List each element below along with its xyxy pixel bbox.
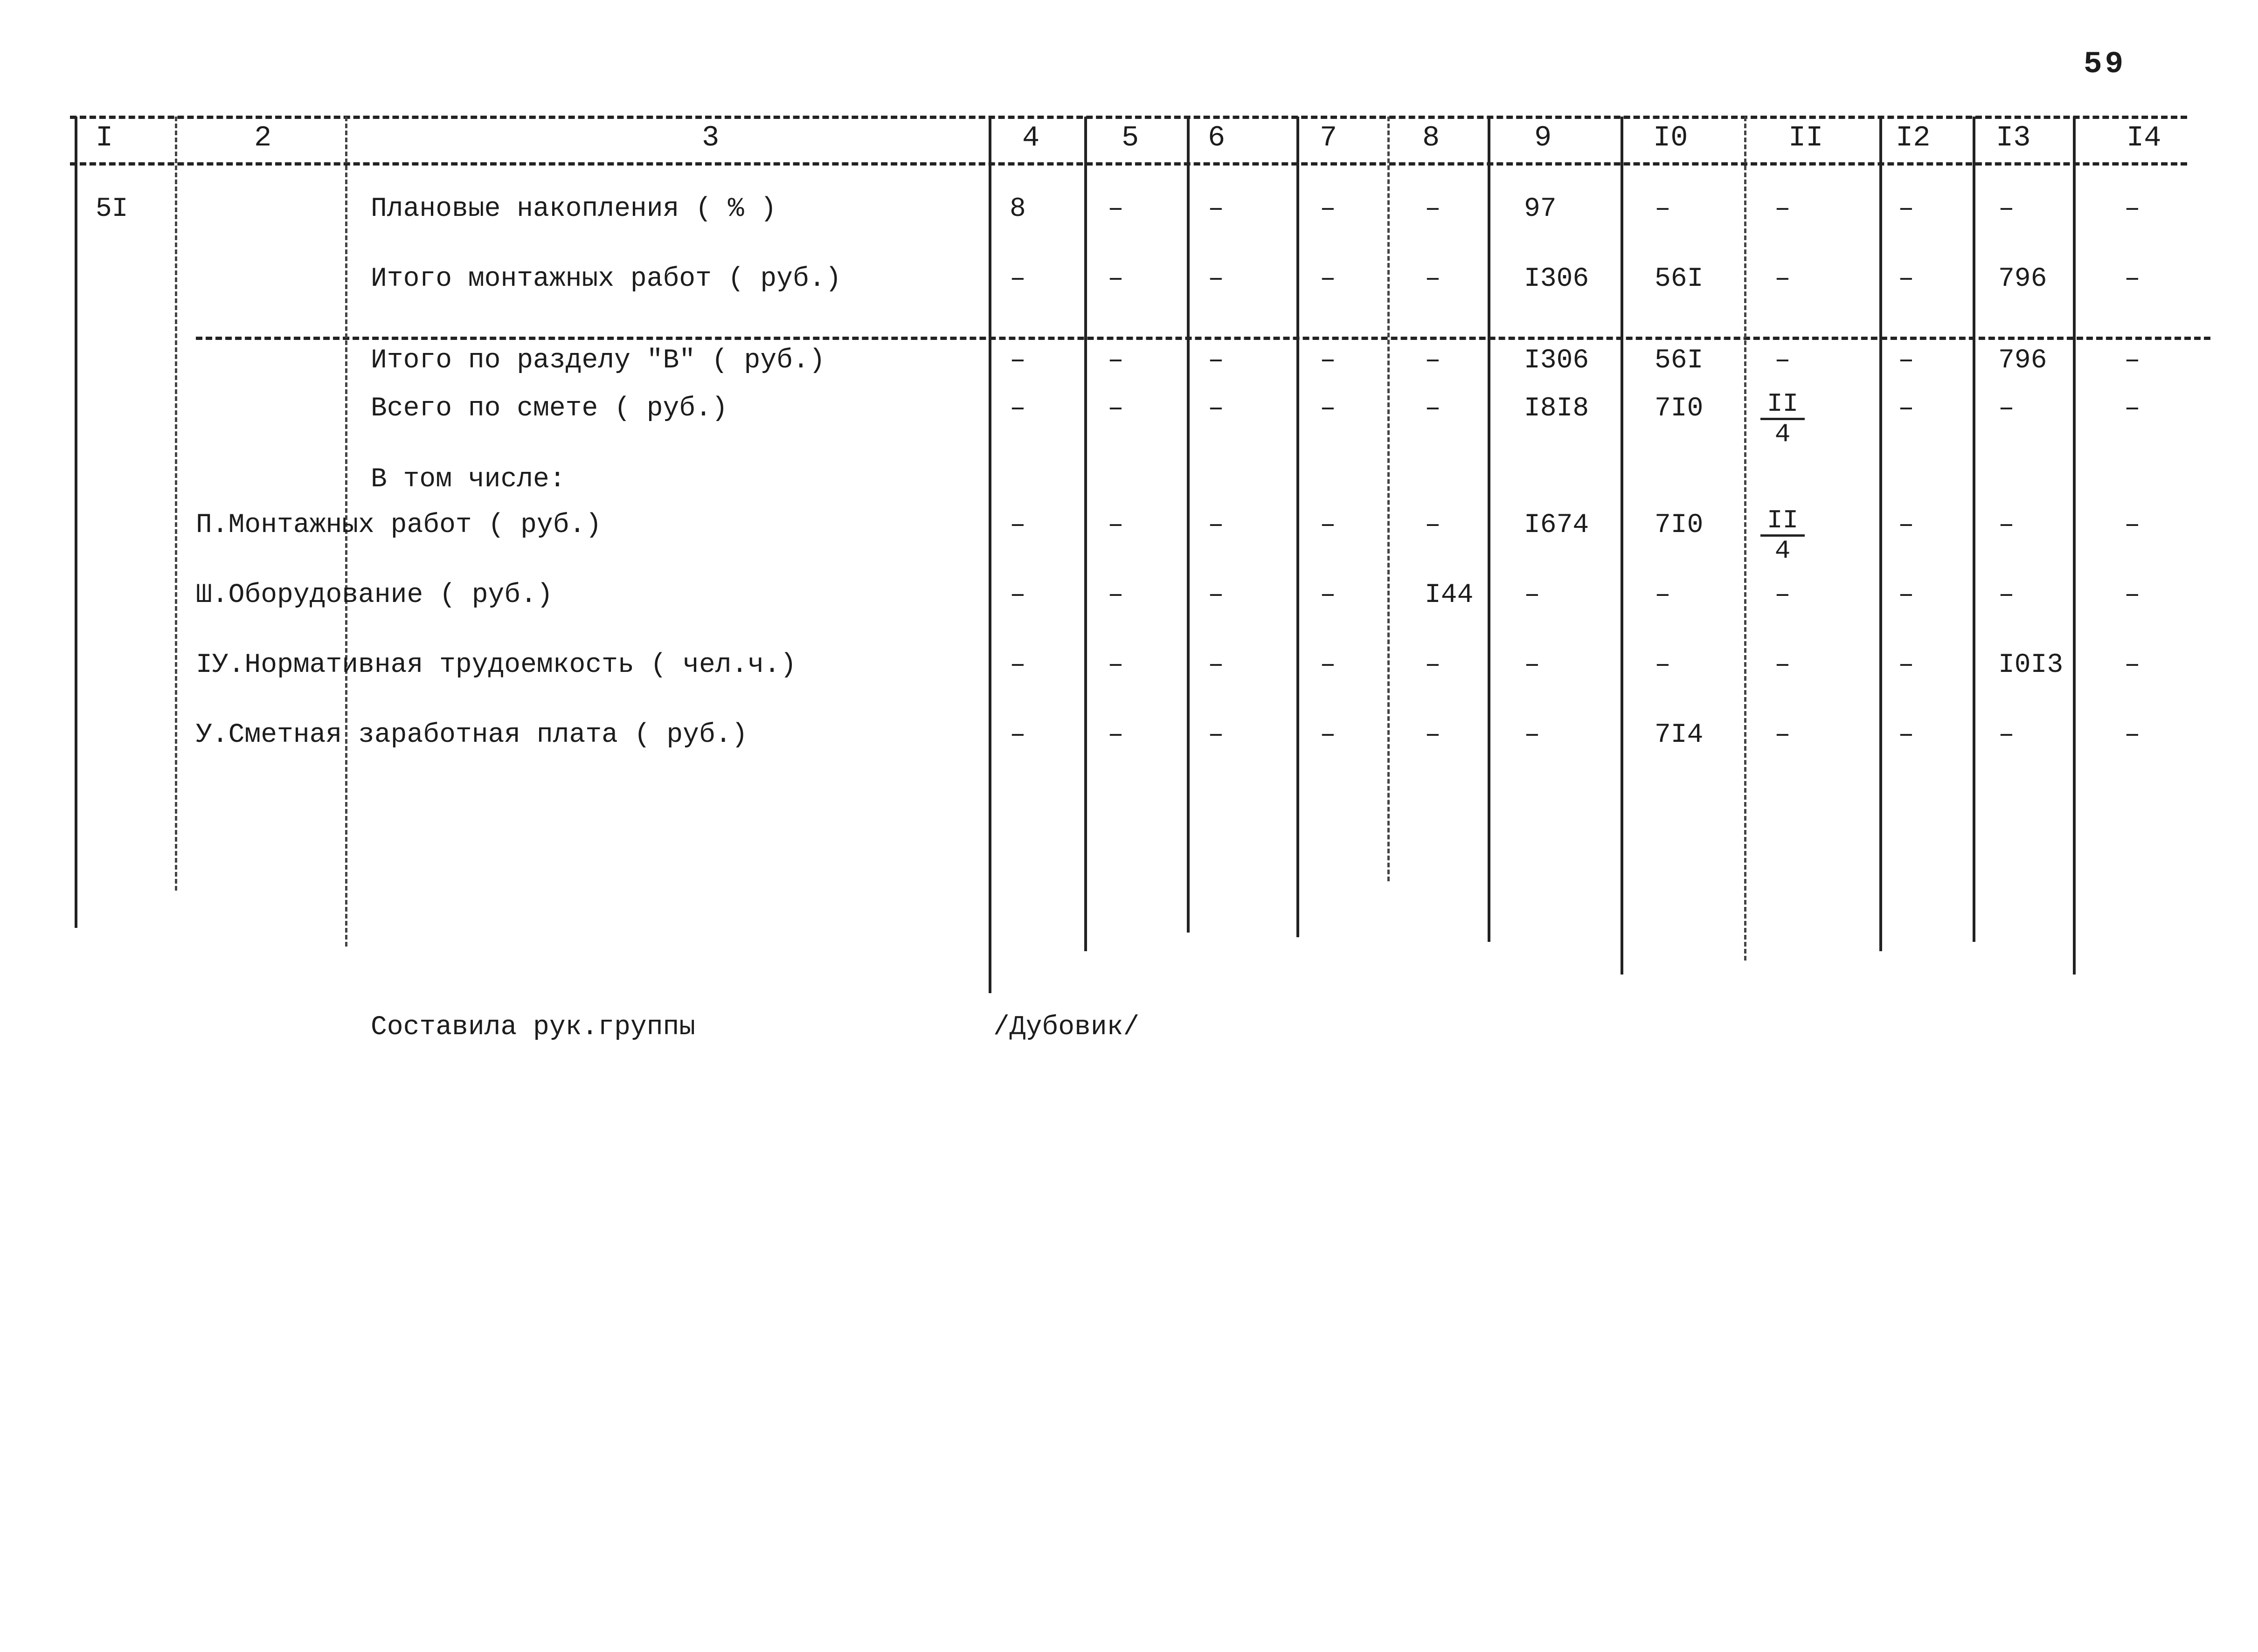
column-rule-8 [1387,117,1390,881]
table-cell: I8I8 [1524,394,1589,424]
table-cell: 7I0 [1655,510,1704,540]
table-cell: – [1898,194,1914,224]
column-rule-7 [1296,117,1299,937]
table-cell: – [1425,510,1441,540]
table-cell: – [1425,264,1441,294]
header-bottom-rule [70,162,2187,166]
table-cell: – [1010,720,1026,750]
table-cell: – [1425,650,1441,680]
table-cell: – [1898,580,1914,610]
table-cell: – [1998,394,2015,424]
column-rule-2 [175,117,177,891]
page-number: 59 [2084,47,2126,82]
row-label-equipment: Ш.Оборудование ( руб.) [196,580,553,610]
table-cell: – [1655,650,1671,680]
table-cell: – [1774,650,1791,680]
table-cell: 97 [1524,194,1557,224]
table-cell: 796 [1998,346,2047,376]
fraction-numerator: II [1760,507,1805,537]
column-rule-13 [1973,117,1975,942]
table-cell: – [1108,394,1124,424]
table-cell: – [1998,720,2015,750]
row-label-wages: У.Сметная заработная плата ( руб.) [196,720,748,750]
table-cell: – [1010,650,1026,680]
table-cell: – [1108,194,1124,224]
table-cell: 8 [1010,194,1026,224]
section-divider-rule [196,337,2210,340]
table-cell: – [1774,720,1791,750]
table-cell: – [1208,394,1224,424]
table-cell: – [1108,650,1124,680]
table-cell: – [1774,346,1791,376]
table-cell: – [1655,194,1671,224]
table-cell: – [1898,720,1914,750]
column-rule-12 [1879,117,1882,951]
header-col-2: 2 [254,121,272,154]
table-cell: – [1320,264,1336,294]
table-cell: – [1425,194,1441,224]
table-cell: – [1898,346,1914,376]
table-cell: – [2124,394,2140,424]
table-cell: – [1108,346,1124,376]
column-rule-1 [75,117,77,928]
table-cell: – [1898,650,1914,680]
table-cell: – [1010,580,1026,610]
row-label-planned-savings: Плановые накопления ( % ) [371,194,777,224]
header-col-5: 5 [1122,121,1139,154]
table-cell: – [1320,346,1336,376]
header-top-rule [70,116,2187,119]
table-cell: – [1108,510,1124,540]
table-cell: – [2124,194,2140,224]
table-cell: – [1898,264,1914,294]
compiled-by-label: Составила рук.группы [371,1012,696,1043]
table-cell: – [1320,394,1336,424]
table-cell: – [1010,510,1026,540]
table-cell: 796 [1998,264,2047,294]
header-col-3: 3 [702,121,720,154]
fraction-cell [1760,391,1805,447]
row-label-including: В том числе: [371,464,566,495]
table-cell: – [1655,580,1671,610]
table-cell: – [1108,264,1124,294]
table-cell: – [1208,346,1224,376]
row-label-assembly-total: Итого монтажных работ ( руб.) [371,264,842,294]
table-cell: 7I4 [1655,720,1704,750]
table-cell: I674 [1524,510,1589,540]
row-label-section-total: Итого по разделу "В" ( руб.) [371,346,825,376]
table-cell: – [1208,580,1224,610]
fraction-numerator: II [1760,391,1805,420]
table-cell: – [2124,720,2140,750]
table-cell: – [1208,720,1224,750]
table-cell: I306 [1524,346,1589,376]
table-cell: I306 [1524,264,1589,294]
header-col-12: I2 [1896,121,1931,154]
item-number: 5I [96,194,128,224]
table-cell: – [1774,580,1791,610]
table-cell: – [1320,194,1336,224]
header-col-7: 7 [1320,121,1337,154]
table-cell: – [1524,720,1540,750]
table-cell: – [1108,720,1124,750]
column-rule-14 [2073,117,2076,975]
row-label-assembly-works: П.Монтажных работ ( руб.) [196,510,602,540]
column-rule-6 [1187,117,1190,933]
table-cell: – [1010,264,1026,294]
column-rule-10 [1621,117,1623,975]
column-rule-9 [1488,117,1490,942]
column-rule-5 [1084,117,1087,951]
table-cell: 56I [1655,264,1704,294]
table-cell: – [1010,346,1026,376]
header-col-9: 9 [1534,121,1552,154]
table-cell: – [2124,580,2140,610]
table-cell: – [1998,510,2015,540]
table-cell: I0I3 [1998,650,2064,680]
header-col-14: I4 [2126,121,2161,154]
table-cell: – [1774,264,1791,294]
table-cell: – [1998,194,2015,224]
table-cell: – [1774,194,1791,224]
table-cell: 56I [1655,346,1704,376]
table-cell: – [2124,510,2140,540]
table-cell: – [1425,720,1441,750]
table-cell: – [1524,650,1540,680]
row-label-labor-norm: IУ.Нормативная трудоемкость ( чел.ч.) [196,650,797,680]
header-col-13: I3 [1996,121,2031,154]
header-col-11: II [1788,121,1823,154]
table-cell: – [1425,346,1441,376]
table-cell: – [2124,264,2140,294]
table-cell: – [1320,580,1336,610]
signature: /Дубовик/ [993,1012,1140,1043]
fraction-denominator: 4 [1774,536,1791,566]
header-col-10: I0 [1653,121,1688,154]
table-cell: – [1320,720,1336,750]
fraction-cell [1760,507,1805,564]
table-cell: – [1320,650,1336,680]
column-rule-4 [989,117,991,993]
table-cell: – [1208,264,1224,294]
table-cell: – [1524,580,1540,610]
row-label-estimate-total: Всего по смете ( руб.) [371,394,728,424]
header-col-8: 8 [1422,121,1440,154]
header-col-1: I [96,121,113,154]
table-cell: – [1320,510,1336,540]
header-col-6: 6 [1208,121,1226,154]
table-cell: – [1208,650,1224,680]
column-rule-11 [1744,117,1746,961]
table-cell: – [2124,650,2140,680]
table-cell: – [1108,580,1124,610]
header-col-4: 4 [1022,121,1040,154]
table-cell: 7I0 [1655,394,1704,424]
table-cell: I44 [1425,580,1474,610]
table-cell: – [1208,194,1224,224]
table-cell: – [1898,394,1914,424]
table-cell: – [1208,510,1224,540]
table-cell: – [1010,394,1026,424]
table-cell: – [1998,580,2015,610]
fraction-denominator: 4 [1774,419,1791,449]
table-cell: – [1425,394,1441,424]
table-cell: – [1898,510,1914,540]
table-cell: – [2124,346,2140,376]
